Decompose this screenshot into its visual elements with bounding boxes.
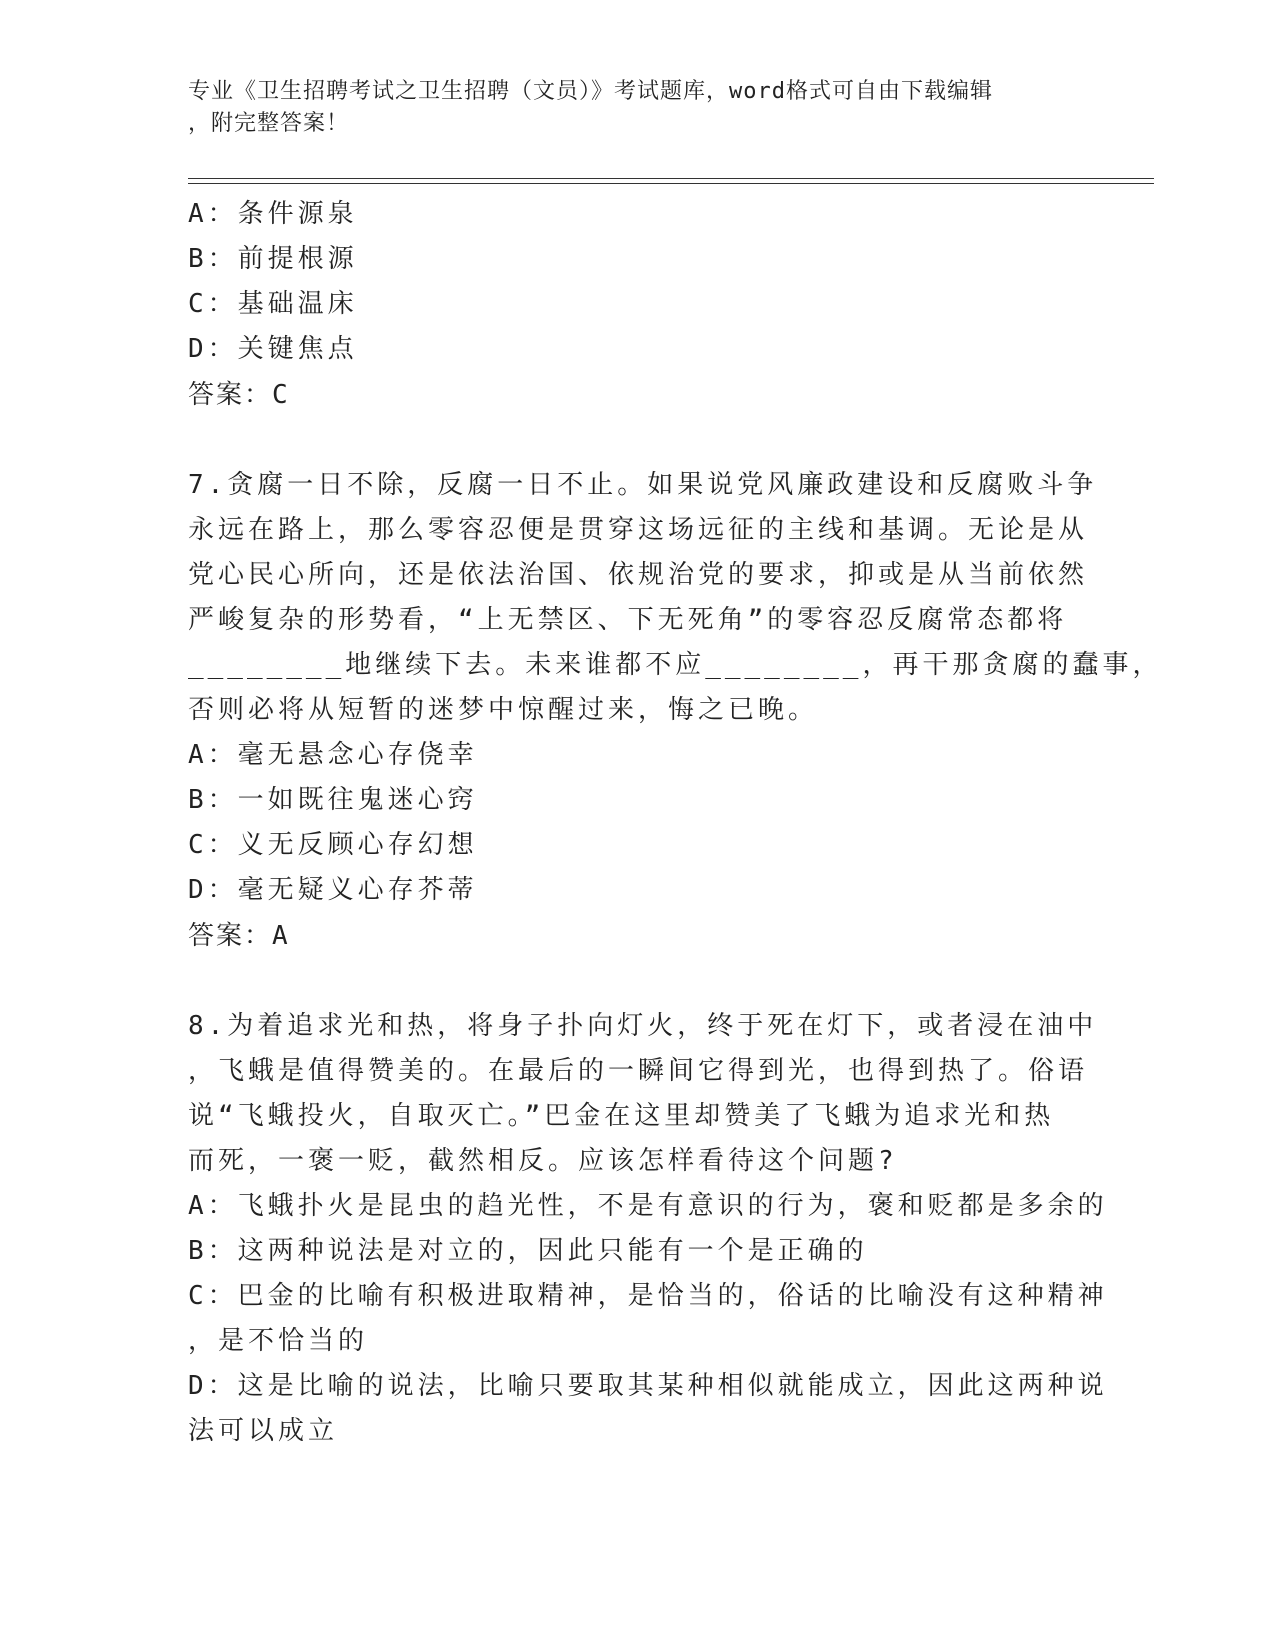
option-c: C：义无反顾心存幻想 — [188, 830, 478, 860]
question-7-line: 7.贪腐一日不除，反腐一日不止。如果说党风廉政建设和反腐败斗争 — [188, 470, 1098, 500]
question-6-answer: 答案：C — [188, 380, 290, 410]
question-7-line: 永远在路上，那么零容忍便是贯穿这场远征的主线和基调。无论是从 — [188, 515, 1089, 545]
spacer — [188, 419, 1088, 463]
option-a: A：毫无悬念心存侥幸 — [188, 740, 478, 770]
question-6-options — [188, 192, 1088, 372]
header-divider-top — [188, 178, 1154, 179]
option-c: C：基础温床 — [188, 289, 358, 319]
question-8-line: 而死，一褒一贬，截然相反。应该怎样看待这个问题? — [188, 1146, 898, 1176]
question-7-line: 严峻复杂的形势看，“上无禁区、下无死角”的零容忍反腐常态都将 — [188, 605, 1068, 635]
question-content — [188, 192, 1163, 1454]
option-b: B：前提根源 — [188, 244, 358, 274]
question-7-line: 党心民心所向，还是依法治国、依规治党的要求，抑或是从当前依然 — [188, 560, 1089, 590]
option-c-continued: ，是不恰当的 — [188, 1326, 369, 1356]
question-8-line: 说“飞蛾投火，自取灭亡。”巴金在这里却赞美了飞蛾为追求光和热 — [188, 1101, 1055, 1131]
header-divider-bottom — [188, 183, 1154, 184]
spacer — [188, 960, 1088, 1004]
option-d-continued: 法可以成立 — [188, 1416, 339, 1446]
option-c: C：巴金的比喻有积极进取精神，是恰当的，俗话的比喻没有这种精神 — [188, 1281, 1108, 1311]
option-d: D：关键焦点 — [188, 334, 358, 364]
header-line-2: ，附完整答案！ — [188, 111, 350, 136]
question-7 — [188, 463, 1163, 913]
option-d: D：毫无疑义心存芥蒂 — [188, 875, 478, 905]
question-7-line: ________地继续下去。未来谁都不应________，再干那贪腐的蠢事， — [188, 650, 1163, 680]
header-line-1: 专业《卫生招聘考试之卫生招聘（文员）》考试题库，word格式可自由下载编辑 — [188, 79, 993, 104]
option-b: B：一如既往鬼迷心窍 — [188, 785, 478, 815]
option-a: A：条件源泉 — [188, 199, 358, 229]
question-7-line: 否则必将从短暂的迷梦中惊醒过来，悔之已晚。 — [188, 695, 819, 725]
question-8-line: 8.为着追求光和热，将身子扑向灯火，终于死在灯下，或者浸在油中 — [188, 1011, 1098, 1041]
option-d: D：这是比喻的说法，比喻只要取其某种相似就能成立，因此这两种说 — [188, 1371, 1108, 1401]
document-header — [188, 76, 1088, 140]
question-8 — [188, 1004, 1108, 1454]
option-a: A：飞蛾扑火是昆虫的趋光性，不是有意识的行为，褒和贬都是多余的 — [188, 1191, 1108, 1221]
option-b: B：这两种说法是对立的，因此只能有一个是正确的 — [188, 1236, 868, 1266]
question-8-line: ，飞蛾是值得赞美的。在最后的一瞬间它得到光，也得到热了。俗语 — [188, 1056, 1089, 1086]
question-7-answer: 答案：A — [188, 921, 290, 951]
